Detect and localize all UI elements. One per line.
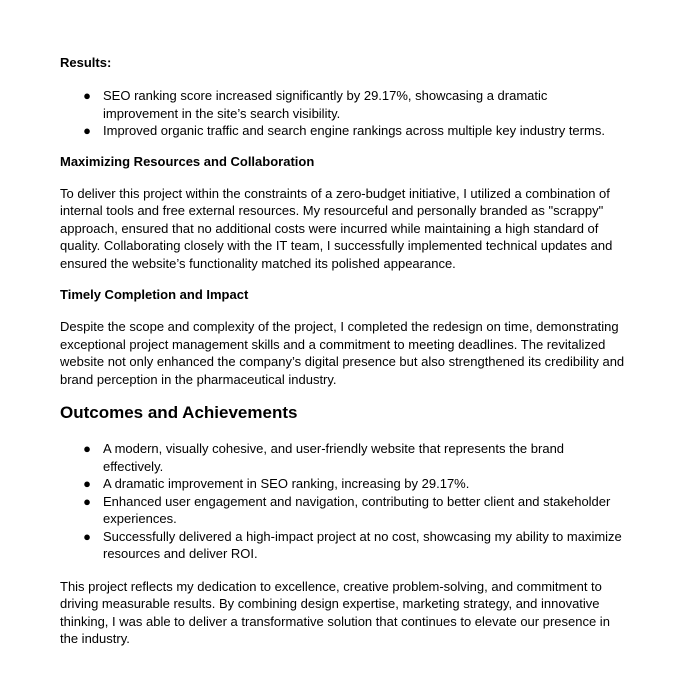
maximizing-paragraph: To deliver this project within the constraints of a zero-budget initiative, I utilized a combination of internal tools and free external resources. My resourceful and personally branded as "scrappy" approach, ensured that no additional costs were incurred while maintaining a high standard of quality. Collaborating closely with the IT team, I successfully implemented technical updates and ensured the website’s functionality matched its polished appearance. [60,185,613,271]
list-item [60,528,625,563]
bullet-icon: ● [83,441,91,456]
list-item [60,122,625,140]
timely-paragraph: Despite the scope and complexity of the project, I completed the redesign on time, demonstrating exceptional project management skills and a commitment to meeting deadlines. The revitalized website not only enhanced the company’s digital presence but also strengthened its credibility and brand perception in the pharmaceutical industry. [60,319,625,387]
list-item-text: A modern, visually cohesive, and user-friendly website that represents the brand effectively. [103,441,565,474]
bullet-icon: ● [83,88,91,103]
list-item [60,493,625,528]
list-item-text: Successfully delivered a high-impact project at no cost, showcasing my ability to maximize resources and deliver ROI. [103,528,622,561]
list-item [60,87,625,122]
bullet-icon: ● [83,123,91,138]
maximizing-heading: Maximizing Resources and Collaboration [60,153,315,169]
bullet-icon: ● [83,528,91,544]
timely-heading: Timely Completion and Impact [60,287,249,302]
list-item [60,440,625,475]
outcomes-bullet-list [60,440,625,563]
document-page [60,54,625,648]
list-item-text: A dramatic improvement in SEO ranking, increasing by 29.17%. [103,476,470,491]
list-item-text: Improved organic traffic and search engine rankings across multiple key industry terms. [103,123,605,138]
bullet-icon: ● [83,476,91,491]
outcomes-heading: Outcomes and Achievements [60,403,298,422]
list-item [60,475,625,493]
list-item-text: SEO ranking score increased significantly by 29.17%, showcasing a dramatic improvement in the site’s search visibility. [103,88,548,121]
list-item-text: Enhanced user engagement and navigation, contributing to better client and stakeholder experiences. [103,493,611,526]
results-heading: Results: [60,55,112,70]
bullet-icon: ● [83,493,91,509]
closing-paragraph: This project reflects my dedication to excellence, creative problem-solving, and commitment to driving measurable results. By combining design expertise, marketing strategy, and innovative thinking, I was able to deliver a transformative solution that continues to elevate our presence in the industry. [60,578,610,646]
results-bullet-list [60,87,625,140]
